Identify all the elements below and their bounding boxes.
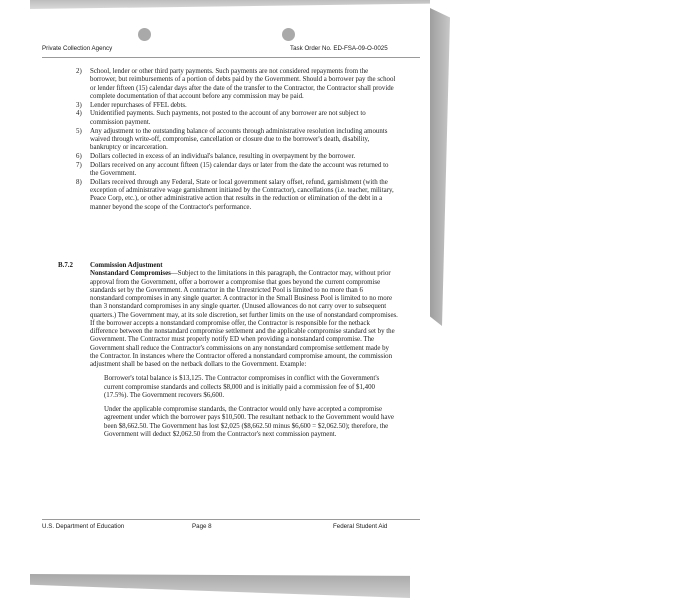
section-b72: [58, 262, 398, 439]
list-item: [76, 162, 396, 179]
list-number: 6): [76, 152, 82, 160]
list-number: 3): [76, 101, 82, 109]
list-number: 4): [76, 110, 82, 118]
list-text: Lender repurchases of FFEL debts.: [90, 101, 187, 109]
list-item: [76, 68, 396, 101]
list-text: Any adjustment to the outstanding balance of accounts through administrative resolution including amounts waived through write-off, compromise, cancellation or closure due to the borrower's death, disability, bankruptcy or incarceration.: [90, 127, 388, 152]
list-item: [76, 128, 396, 153]
scan-shadow-top: [30, 0, 430, 9]
scan-shadow-right: [430, 8, 450, 326]
footer-left: U.S. Department of Education: [42, 523, 125, 530]
list-item: [76, 153, 396, 161]
list-text: Dollars received through any Federal, State or local government salary offset, refund, garnishment (with the exception of administrative wage garnishment initiated by the Contractor), cancellations (i.e. teacher, military, Peace Corp, etc.), or other administrative action that results in the reduction or elimination of the debt in a manner beyond the scope of the Contractor's performance.: [90, 178, 394, 211]
header-left: Private Collection Agency: [42, 45, 113, 52]
section-body: —Subject to the limitations in this paragraph, the Contractor may, without prior approval from the Government, offer a borrower a compromise that goes beyond the current compromise standards set by the Government. A contractor in the Unrestricted Pool is limited to no more than 6 nonstandard compromises in any single quarter. A contractor in the Small Business Pool is limited to no more than 3 nonstandard compromises in any single quarter. (Unused allowances do not carry over to subsequent quarters.) The Government may, at its sole discretion, set further limits on the use of nonstandard compromises. If the borrower accepts a nonstandard compromise offer, the Contractor is responsible for the netback difference between the nonstandard compromise settlement and the applicable compromise standard set by the Government. The Contractor must properly notify ED when providing a nonstandard compromise. The Government shall reduce the Contractor's commissions on any nonstandard compromise settlement made by the Contractor. In instances where the Contractor offered a nonstandard compromise amount, the commission adjustment shall be based on the netback dollars to the Government. Example:: [90, 270, 398, 368]
header-right: Task Order No. ED-FSA-09-O-0025: [290, 45, 388, 52]
list-text: Dollars received on any account fifteen (15) calendar days or later from the date the account was returned to the Government.: [90, 161, 389, 177]
list-text: School, lender or other third party payments. Such payments are not considered repayments from the borrower, but reimbursements of a portion of debts paid by the Government. Should a borrower pay the school or lender fifteen (15) calendar days after the date of the transfer to the Contractor, the Contractor shall provide complete documentation of that account before any commission may be paid.: [90, 68, 396, 100]
example-paragraph-2: Under the applicable compromise standards, the Contractor would only have accepted a compromise agreement under which the borrower pays $10,500. The resultant netback to the Government would have been $8,662.50. The Government has lost $2,025 ($8,662.50 minus $6,600 = $2,062.50); therefore, the Government will deduct $2,062.50 from the Contractor's next commission payment.: [104, 406, 394, 438]
list-text: Dollars collected in excess of an individual's balance, resulting in overpayment by the borrower.: [90, 152, 356, 160]
exclusion-list: [76, 68, 396, 212]
list-text: Unidentified payments. Such payments, not posted to the account of any borrower are not subject to commission payment.: [90, 110, 366, 126]
section-number: B.7.2: [58, 262, 73, 269]
section-title: Commission Adjustment: [90, 262, 163, 269]
list-item: [76, 110, 396, 127]
section-lead: Nonstandard Compromises: [90, 270, 171, 278]
list-number: 8): [76, 178, 82, 186]
list-number: 2): [76, 68, 82, 75]
list-item: [76, 179, 396, 212]
list-number: 7): [76, 161, 82, 169]
list-number: 5): [76, 127, 82, 135]
punch-hole-right: [282, 28, 295, 41]
list-item: [76, 102, 396, 110]
punch-hole-left: [138, 28, 151, 41]
page-number: Page 8: [192, 523, 212, 530]
header-rule: [42, 57, 420, 58]
scan-shadow-bottom: [30, 574, 410, 598]
footer-rule: [42, 519, 420, 520]
section-paragraph: [90, 270, 398, 369]
example-paragraph-1: Borrower's total balance is $13,125. The Contractor compromises in conflict with the Government's current compromise standards and collects $8,000 and is initially paid a commission fee of $1,400 (17.5%). The Government recovers $6,600.: [104, 375, 380, 399]
footer-right: Federal Student Aid: [333, 523, 388, 530]
